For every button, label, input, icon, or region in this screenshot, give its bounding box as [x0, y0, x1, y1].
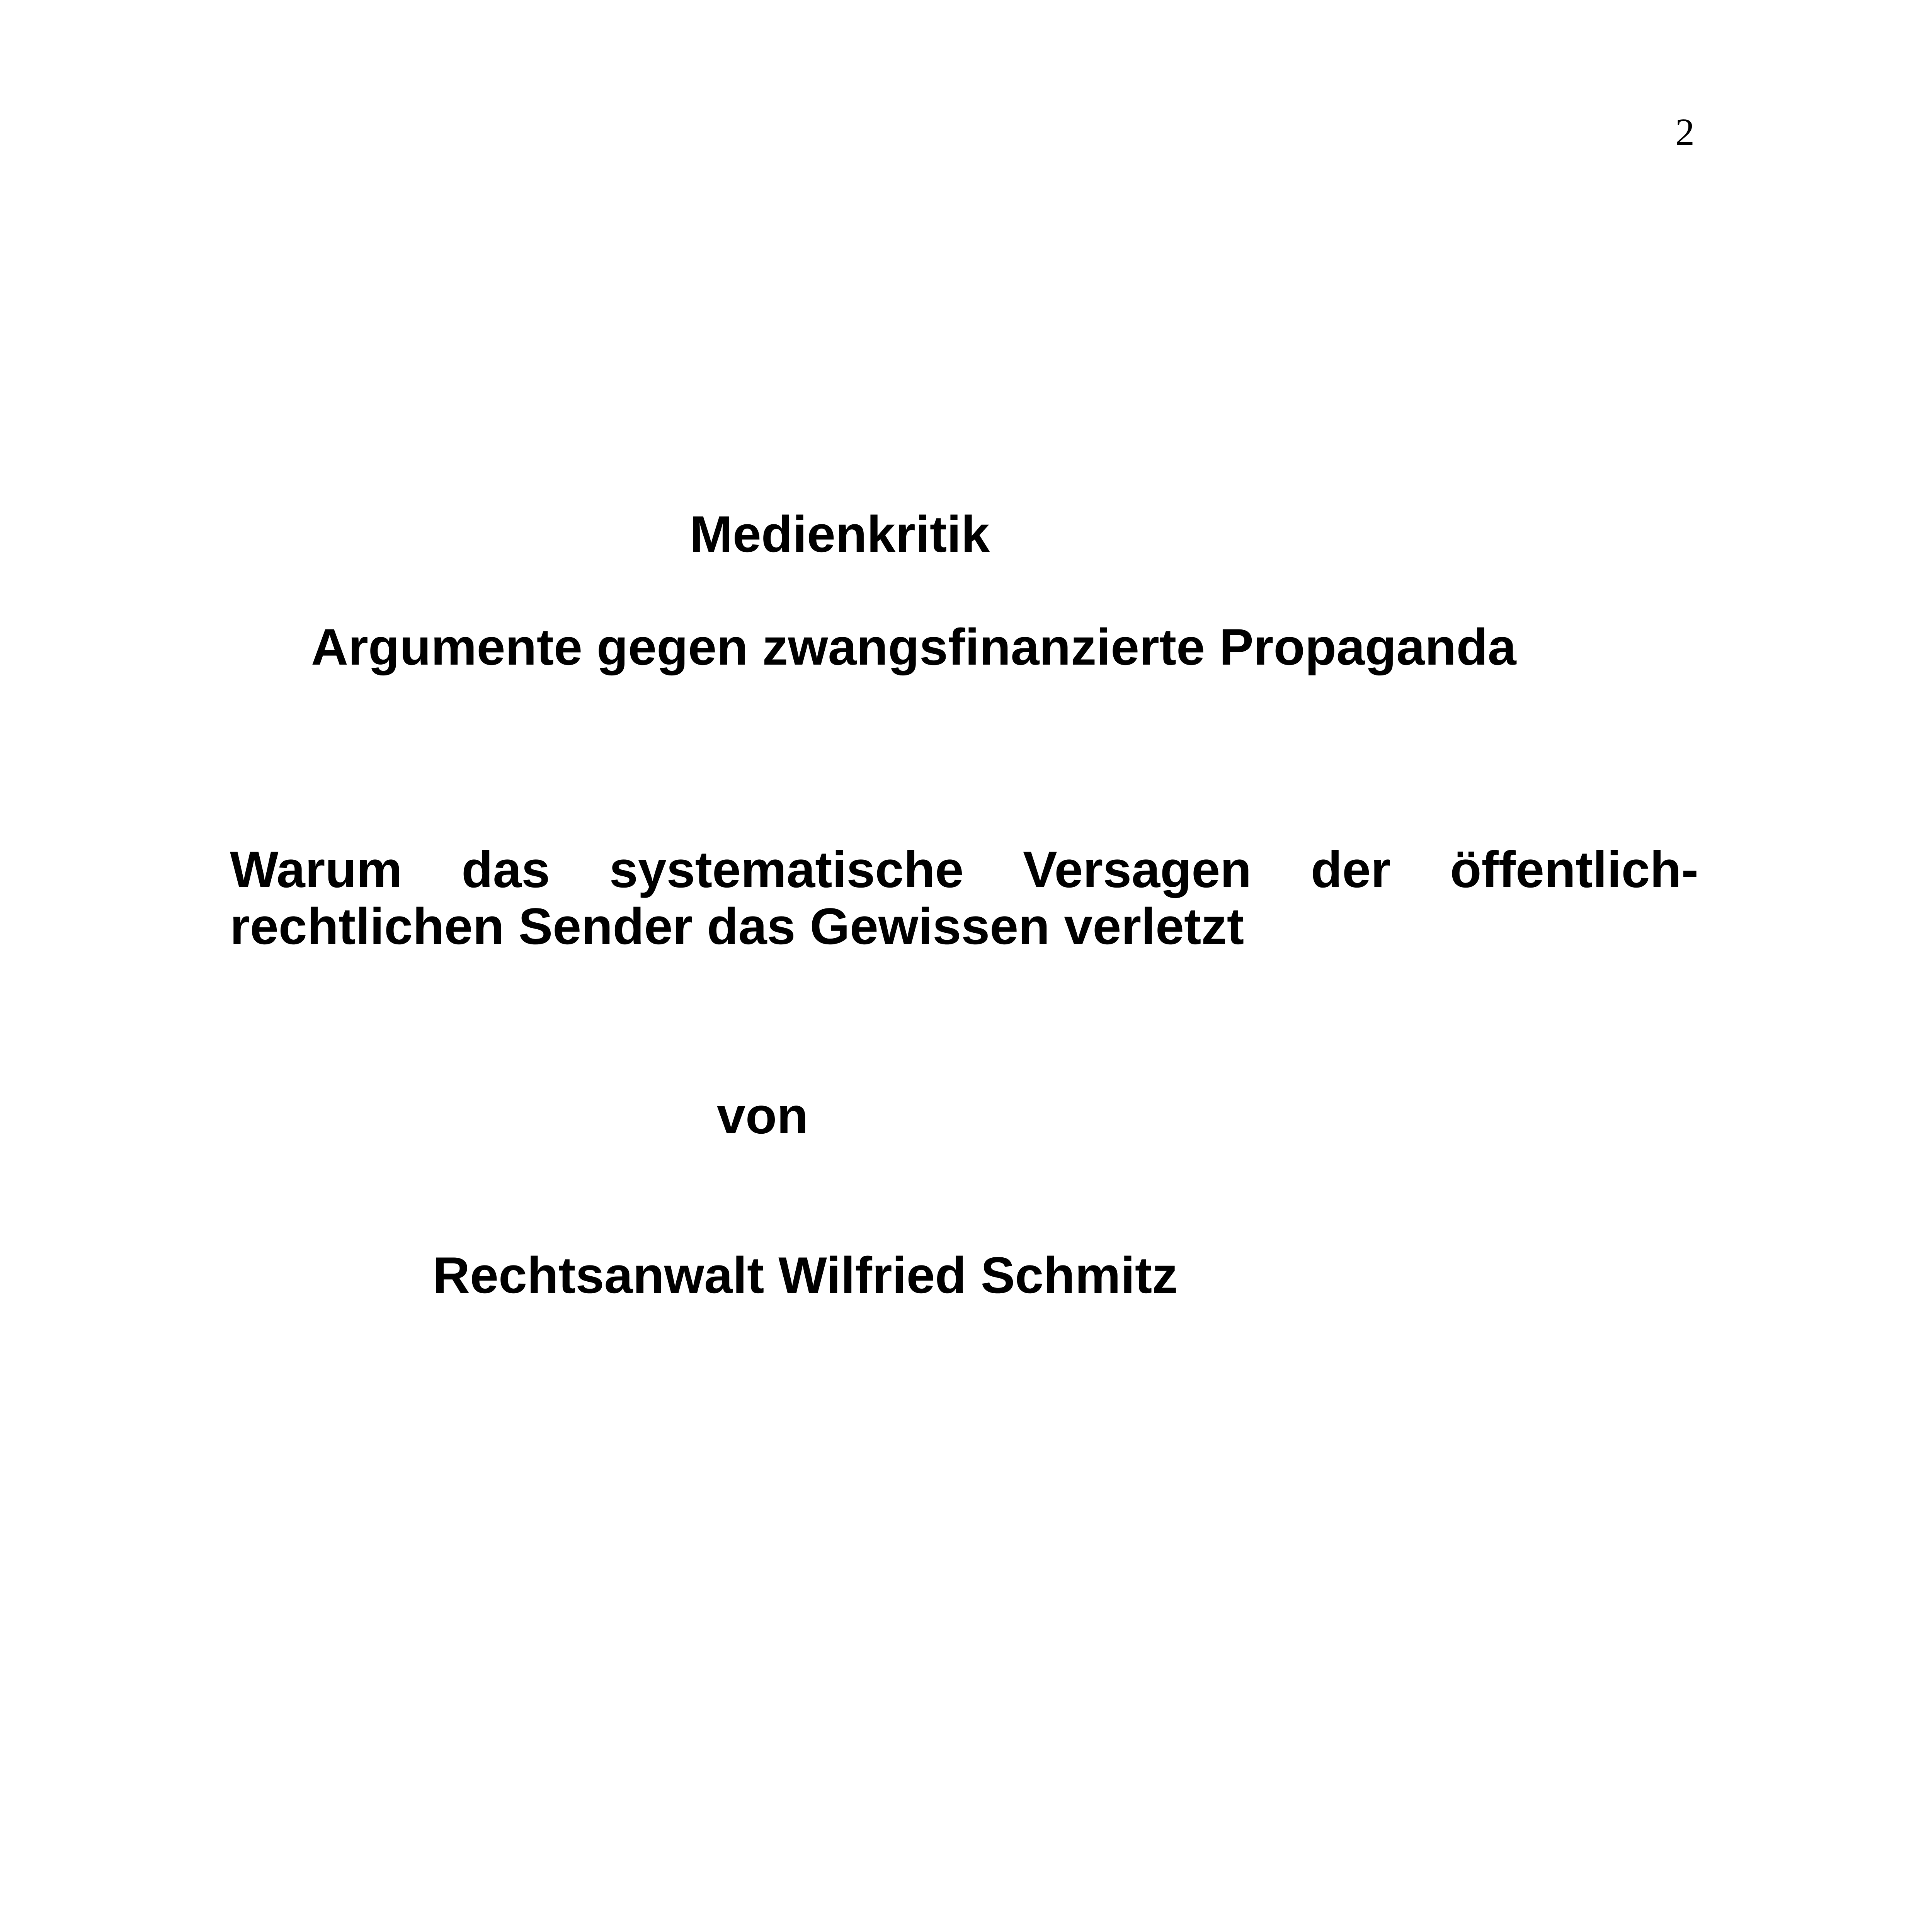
- author-name: Rechtsanwalt Wilfried Schmitz: [433, 1247, 1178, 1304]
- document-title: Medienkritik: [690, 506, 990, 563]
- document-thesis: Warum das systematische Versagen der öffentlich-rechtlichen Sender das Gewissen verletzt: [230, 841, 1698, 955]
- page-number: 2: [1675, 111, 1695, 153]
- by-label: von: [717, 1087, 808, 1145]
- document-subtitle: Argumente gegen zwangsfinanzierte Propaganda: [311, 619, 1516, 676]
